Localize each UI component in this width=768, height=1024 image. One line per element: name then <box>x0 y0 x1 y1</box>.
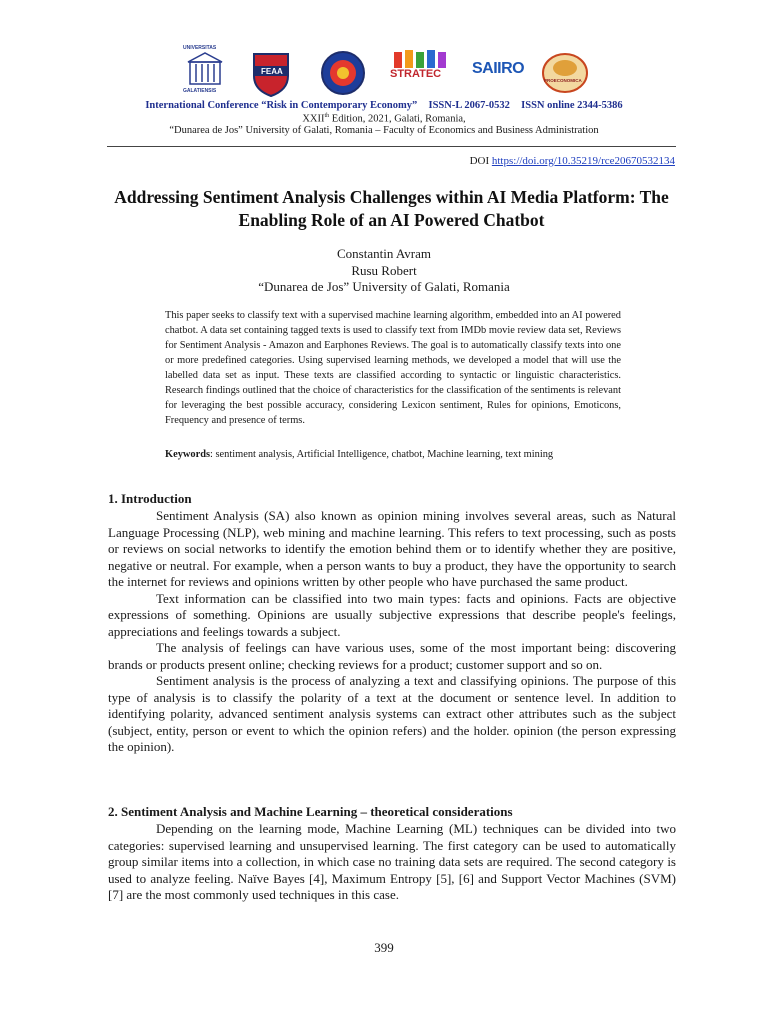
author-name: Rusu Robert <box>351 262 417 278</box>
issn-online: ISSN online 2344-5386 <box>521 100 623 111</box>
circular-seal-logo <box>318 48 368 98</box>
section-heading: 2. Sentiment Analysis and Machine Learning – theoretical considerations <box>108 804 513 819</box>
paragraph: Depending on the learning mode, Machine Learning (ML) techniques can be divided into two categories: supervised learning and unsupervised learning. The first category can be used to automatically group similar items into a collection, in which case no training data sets are required. The second category is used to analyze feeling. Naïve Bayes [4], Maximum Entropy [5], [6] and Support Vector Machines (SVM) [7] are the most commonly used techniques in this case. <box>108 821 676 902</box>
conference-header <box>0 100 768 111</box>
section-body <box>108 821 676 904</box>
keywords: Keywords: sentiment analysis, Artificial Intelligence, chatbot, Machine learning, text mining <box>165 449 554 460</box>
authors-block <box>0 246 768 296</box>
author-affiliation: “Dunarea de Jos” University of Galati, Romania <box>258 279 510 294</box>
doi-link[interactable]: https://doi.org/10.35219/rce20670532134 <box>491 155 675 167</box>
edition-line: XXIIth Edition, 2021, Galati, Romania, <box>302 113 466 125</box>
paper-title: Addressing Sentiment Analysis Challenges within AI Media Platform: The Enabling Role of an AI Powered Chatbot <box>114 187 669 230</box>
header-divider <box>107 146 676 147</box>
section-heading: 1. Introduction <box>108 491 192 506</box>
saiiro-logo: SAIIRO <box>472 60 525 77</box>
proeconomica-logo: PROECONOMICA <box>540 48 590 98</box>
stratec-logo: STRATEC <box>388 48 450 98</box>
section-body <box>108 508 676 756</box>
page-number: 399 <box>374 940 394 955</box>
feaa-logo: FEAA <box>246 48 296 98</box>
abstract: This paper seeks to classify text with a supervised machine learning algorithm, embedded into an AI powered chatbot. A data set containing tagged texts is used to classify text from IMDb movie review data set, Reviews for Sentiment Analysis - Amazon and Earphones Reviews. The goal is to automatically classify texts into one or more predefined categories. Using supervised learning methods, we developed a model that will use the labelled data set as input. These texts are classified according to syntactic or linguistic characteristics. Research findings outlined that the choice of characteristics for the classification of the sentiments is relevant for leveraging the best possible accuracy, considering Lexicon sentiment, Rules for opinions, Emoticons, Frequency and presence of terms. <box>165 310 621 426</box>
partner-logos <box>180 45 590 100</box>
author-name: Constantin Avram <box>336 246 431 261</box>
universitas-galatiensis-logo: UNIVERSITAS GALATIENSIS <box>180 48 230 98</box>
paragraph: Sentiment analysis is the process of analyzing a text and classifying opinions. The purpose of this type of analysis is to classify the polarity of a text at the document or sentence level. In addition to identifying polarity, advanced sentiment analysis systems can extract other attributes such as the subject (subject, entity, person or event to which the opinion refers) and the holder. opinion (the person expressing the opinion). <box>108 673 676 754</box>
conference-name: International Conference “Risk in Contemporary Economy” <box>145 100 418 111</box>
issn-l: ISSN-L 2067-0532 <box>428 100 510 111</box>
doi-line: DOI https://doi.org/10.35219/rce20670532134 <box>469 155 675 167</box>
paragraph: The analysis of feelings can have various uses, some of the most important being: discovering brands or products present online; checking reviews for a product; customer support and so on. <box>108 640 676 672</box>
faculty-line: “Dunarea de Jos” University of Galati, Romania – Faculty of Economics and Business Administration <box>169 125 599 136</box>
paragraph: Text information can be classified into two main types: facts and opinions. Facts are objective expressions of something. Opinions are usually subjective expressions that describe people's feelings, appreciations and feelings towards a subject. <box>108 590 676 639</box>
paragraph: Sentiment Analysis (SA) also known as opinion mining involves several areas, such as Natural Language Processing (NLP), web mining and machine learning. This refers to text processing, such as posts or reviews on social networks to identify the emotion behind them or to identify whether they are positive, negative or neutral. For example, when a person wants to buy a product, they have the opportunity to search the internet for reviews and opinions written by other people who have purchased the same product. <box>108 508 676 589</box>
